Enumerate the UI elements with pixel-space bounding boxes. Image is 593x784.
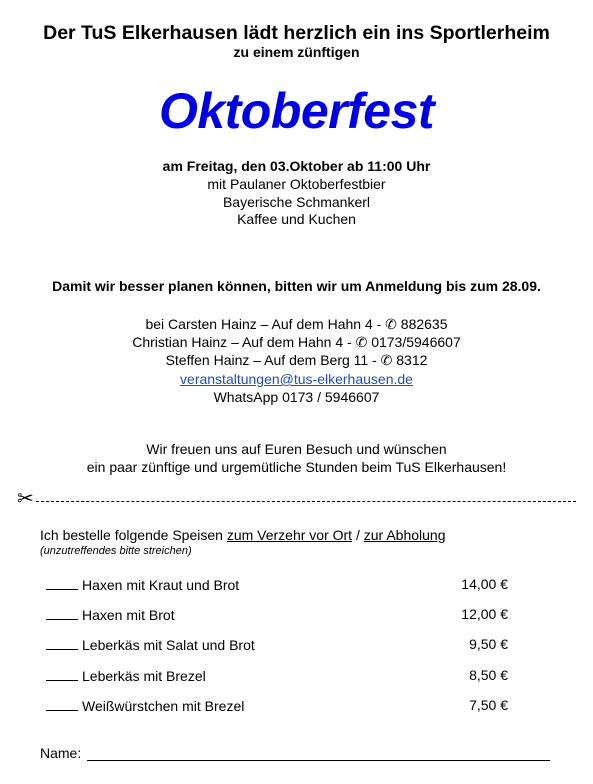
- order-item-name: Haxen mit Brot: [82, 607, 175, 623]
- event-item: Bayerische Schmankerl: [222, 194, 371, 210]
- event-item: mit Paulaner Oktoberfestbier: [207, 176, 386, 192]
- order-item-name: Weißwürstchen mit Brezel: [82, 698, 245, 714]
- order-item-price: 12,00 €: [461, 606, 508, 622]
- order-item-price: 7,50 €: [469, 697, 508, 713]
- email-link[interactable]: veranstaltungen@tus-elkerhausen.de: [180, 371, 413, 387]
- registration-notice: Damit wir besser planen können, bitten wir um Anmeldung bis zum 28.09.: [52, 278, 541, 294]
- order-item-name: Haxen mit Kraut und Brot: [82, 577, 240, 593]
- whatsapp-contact: WhatsApp 0173 / 5946607: [213, 389, 380, 405]
- quantity-blank[interactable]: [46, 636, 78, 650]
- invitation-subheadline: zu einem zünftigen: [233, 44, 360, 60]
- order-item-price: 14,00 €: [461, 576, 508, 592]
- contact-line: Christian Hainz – Auf dem Hahn 4 - ✆ 0173/5946607: [132, 334, 461, 350]
- contact-line: bei Carsten Hainz – Auf dem Hahn 4 - ✆ 882635: [145, 316, 448, 332]
- order-item: [46, 636, 516, 656]
- quantity-blank[interactable]: [46, 697, 78, 711]
- option-separator: /: [355, 527, 360, 543]
- order-item-price: 8,50 €: [469, 667, 508, 683]
- order-intro-text: Ich bestelle folgende Speisen: [40, 527, 223, 543]
- order-item: [46, 576, 516, 596]
- order-item-name: Leberkäs mit Salat und Brot: [82, 637, 255, 653]
- invitation-headline: Der TuS Elkerhausen lädt herzlich ein ins Sportlerheim: [43, 22, 550, 44]
- order-item-price: 9,50 €: [469, 636, 508, 652]
- quantity-blank[interactable]: [46, 576, 78, 590]
- closing-line: Wir freuen uns auf Euren Besuch und wünschen: [146, 441, 447, 457]
- quantity-blank[interactable]: [46, 606, 78, 620]
- order-item-name: Leberkäs mit Brezel: [82, 668, 206, 684]
- event-date: am Freitag, den 03.Oktober ab 11:00 Uhr: [162, 158, 431, 174]
- option-pickup[interactable]: zur Abholung: [363, 527, 446, 543]
- name-field[interactable]: [87, 760, 550, 761]
- cut-line: [36, 501, 576, 502]
- name-label: Name:: [40, 745, 82, 761]
- order-note: (unzutreffendes bitte streichen): [40, 545, 192, 557]
- closing-line: ein paar zünftige und urgemütliche Stunden beim TuS Elkerhausen!: [86, 459, 507, 475]
- contact-line: Steffen Hainz – Auf dem Berg 11 - ✆ 8312: [165, 352, 428, 368]
- option-on-site[interactable]: zum Verzehr vor Ort: [226, 527, 353, 543]
- order-intro: [40, 527, 445, 543]
- event-title: Oktoberfest: [158, 83, 435, 139]
- order-item: [46, 606, 516, 626]
- scissors-icon: ✂: [17, 488, 34, 510]
- event-item: Kaffee und Kuchen: [237, 211, 356, 227]
- order-item: [46, 697, 516, 717]
- order-item: [46, 667, 516, 687]
- quantity-blank[interactable]: [46, 667, 78, 681]
